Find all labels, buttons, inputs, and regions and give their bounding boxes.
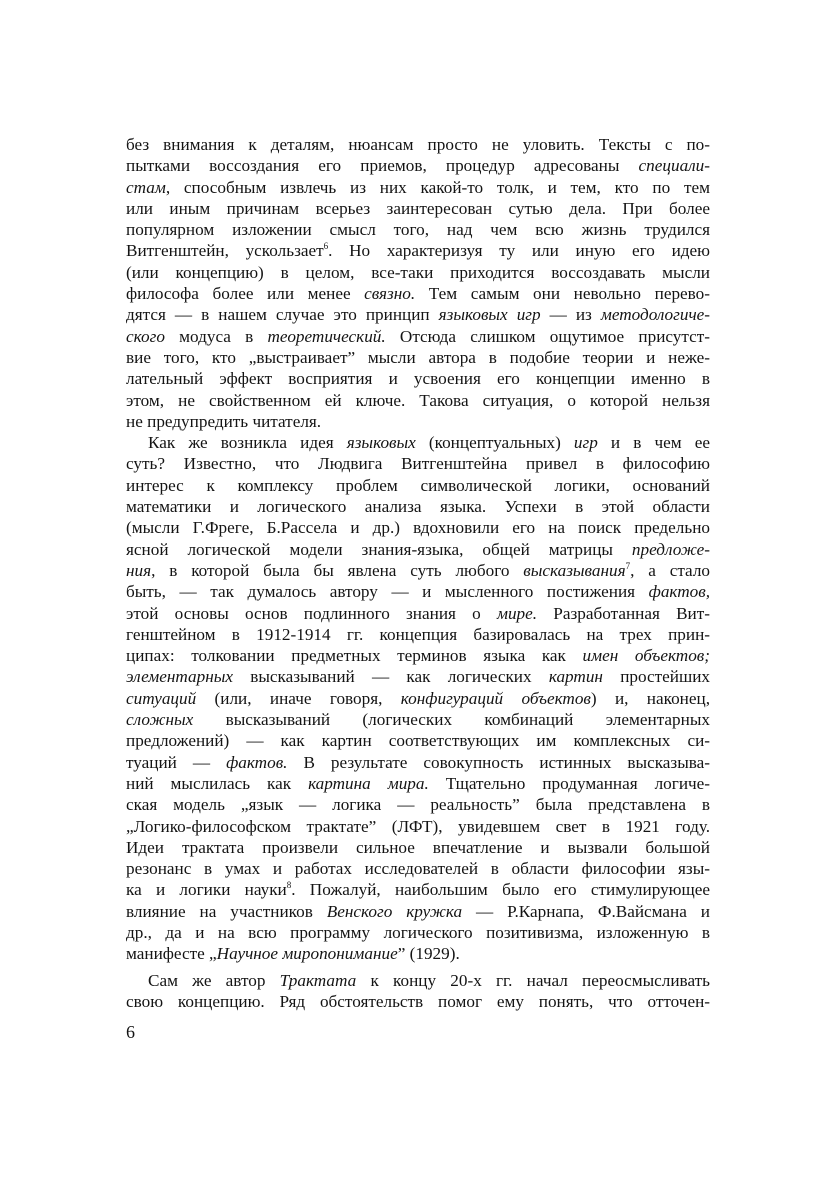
text-line: философа более или менее связно. Тем самым они невольно перево- <box>126 284 710 304</box>
text-line: или иным причинам всерьез заинтересован сутью дела. При более <box>126 198 710 218</box>
text-line: математики и логического анализа языка. Успехи в этой области <box>126 497 710 517</box>
text-line: сложных высказываний (логических комбинаций элементарных <box>126 710 710 730</box>
text-line: вие того, кто „выстраивает” мысли автора в подобие теории и неже- <box>126 347 710 367</box>
text-line: Витгенштейн, ускользает$^6$. Но характеризуя ту или иную его идею <box>126 241 710 261</box>
text-line: Сам же автор Трактата к концу 20-х гг. начал переосмысливать <box>148 970 710 990</box>
text-line: ципах: толковании предметных терминов языка как имен объектов; <box>126 646 710 666</box>
paragraph-3 <box>126 970 710 1013</box>
text-line: туаций — фактов. В результате совокупность истинных высказыва- <box>126 752 711 772</box>
text-line: стам, способным извлечь из них какой-то толк, и тем, кто по тем <box>126 177 710 197</box>
text-line: ская модель „язык — логика — реальность” была представлена в <box>126 795 710 815</box>
text-line: ситуаций (или, иначе говоря, конфигураций объектов) и, наконец, <box>126 688 710 708</box>
text-line: свою концепцию. Ряд обстоятельств помог ему понять, что отточен- <box>126 991 710 1011</box>
text-line: ний мыслилась как картина мира. Тщательно продуманная логиче- <box>126 773 711 793</box>
text-line: резонанс в умах и работах исследователей в области философии язы- <box>126 859 710 879</box>
text-line: лательный эффект восприятия и усвоения его концепции именно в <box>126 369 710 389</box>
text-line: предложений) — как картин соответствующих им комплексных си- <box>126 731 710 751</box>
text-line: (или концепцию) в целом, все-таки приходится воссоздавать мысли <box>126 262 710 282</box>
text-line: не предупредить читателя. <box>126 411 322 431</box>
text-line: интерес к комплексу проблем символической логики, оснований <box>126 475 710 495</box>
text-line: быть, — так думалось автору — и мысленного постижения фактов, <box>126 582 710 602</box>
text-line: ка и логики науки$^8$. Пожалуй, наибольшим было его стимулирующее <box>126 880 711 900</box>
text-line: элементарных высказываний — как логических картин простейших <box>126 667 711 687</box>
text-line: дятся — в нашем случае это принцип языковых игр — из методологиче- <box>126 305 711 325</box>
text-line: генштейном в 1912-1914 гг. концепция базировалась на трех прин- <box>126 624 710 644</box>
text-line: влияние на участников Венского кружка — Р.Карнапа, Ф.Вайсмана и <box>126 901 710 921</box>
footnote-ref: 6 <box>323 241 329 252</box>
text-line: этой основы основ подлинного знания о мире. Разработанная Вит- <box>126 603 710 623</box>
text-line: Как же возникла идея языковых (концептуальных) игр и в чем ее <box>148 433 710 453</box>
text-line: „Логико-философском трактате” (ЛФТ), увидевшем свет в 1921 году. <box>126 816 710 836</box>
text-line: (мысли Г.Фреге, Б.Рассела и др.) вдохновили его на поиск предельно <box>126 518 710 538</box>
text-line: ского модуса в теоретический. Отсюда слишком ощутимое присутст- <box>126 326 710 346</box>
text-line: манифесте „Научное миропонимание” (1929). <box>126 944 460 964</box>
text-line: ния, в которой была бы явлена суть любого высказывания$^7$, а стало <box>126 560 710 580</box>
text-line: др., да и на всю программу логического позитивизма, изложенную в <box>126 922 710 942</box>
text-line: пытками воссоздания его приемов, процедур адресованы специали- <box>126 156 710 176</box>
text-line: популярном изложении смысл того, над чем всю жизнь трудился <box>126 220 710 240</box>
text-line: суть? Известно, что Людвига Витгенштейна привел в философию <box>126 454 710 474</box>
footnote-ref: 8 <box>286 880 292 891</box>
page-number: 6 <box>126 1022 135 1042</box>
text-line: Идеи трактата произвели сильное впечатление и вызвали большой <box>126 837 710 857</box>
body-text <box>126 134 710 1012</box>
text-line: ясной логической модели знания-языка, общей матрицы предложе- <box>126 539 710 559</box>
paragraph-1 <box>126 134 710 432</box>
text-line: без внимания к деталям, нюансам просто не уловить. Тексты с по- <box>126 135 710 154</box>
footnote-ref: 7 <box>625 560 631 571</box>
text-line: этом, не свойственном ей ключе. Такова ситуация, о которой нельзя <box>126 390 710 410</box>
paragraph-2 <box>126 432 710 964</box>
